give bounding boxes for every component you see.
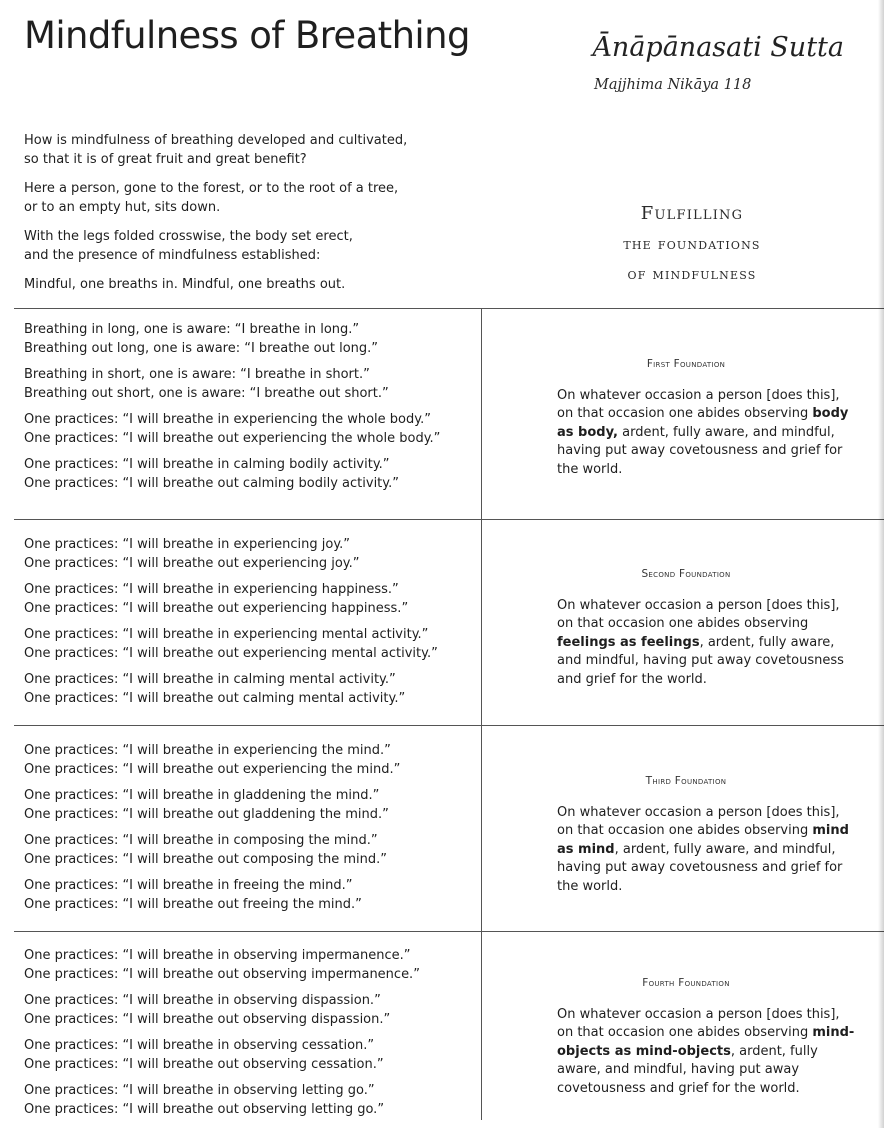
practice-line: One practices: “I will breathe in observing impermanence.” [24, 948, 411, 963]
practice-line: One practices: “I will breathe in experiencing the whole body.” [24, 412, 431, 427]
practice-line: One practices: “I will breathe out gladdening the mind.” [24, 806, 389, 822]
intro-paragraph: With the legs folded crosswise, the body set erect, and the presence of mindfulness established: [24, 229, 353, 263]
practice-line: Breathing out short, one is aware: “I breathe out short.” [24, 385, 389, 401]
foundation-title: Third Foundation [645, 775, 727, 787]
practice-pair [24, 671, 474, 708]
practice-line: One practices: “I will breathe in experiencing the mind.” [24, 743, 391, 758]
practice-line: One practices: “I will breathe in composing the mind.” [24, 833, 378, 848]
practice-pair [24, 1037, 474, 1074]
practice-line: One practices: “I will breathe in observing dispassion.” [24, 993, 381, 1008]
practice-line: One practices: “I will breathe out observing impermanence.” [24, 966, 420, 982]
breathing-section-2 [24, 536, 474, 716]
page-edge-shadow [878, 0, 884, 1128]
foundation-third [557, 772, 855, 896]
practice-line: One practices: “I will breathe in freeing the mind.” [24, 878, 353, 893]
breathing-section-4 [24, 947, 474, 1127]
practice-line: One practices: “I will breathe out experiencing joy.” [24, 555, 360, 571]
foundation-text: On whatever occasion a person [does this], on that occasion one abides observing feelings as feelings, ardent, fully aware, and mindful, having put away covetousness and grief for the world. [557, 597, 844, 687]
practice-pair [24, 947, 474, 984]
foundation-emphasis: mind-objects as mind-objects [557, 1025, 855, 1059]
practice-line: One practices: “I will breathe out observing cessation.” [24, 1056, 384, 1072]
breathing-section-3 [24, 742, 474, 922]
intro-paragraph: How is mindfulness of breathing developed and cultivated, so that it is of great fruit and great benefit? [24, 133, 408, 167]
practice-pair [24, 1082, 474, 1119]
foundation-emphasis: body as body, [557, 406, 849, 440]
practice-pair [24, 742, 474, 779]
foundation-title: Fourth Foundation [642, 977, 730, 989]
foundation-text: On whatever occasion a person [does this], on that occasion one abides observing body as body, ardent, fully aware, and mindful, having put away covetousness and grief for the world. [557, 387, 849, 477]
sutta-title: Ānāpānasati Sutta [592, 32, 844, 63]
intro-paragraph: Here a person, gone to the forest, or to the root of a tree, or to an empty hut, sits down. [24, 181, 399, 215]
fulfilling-heading-line: of mindfulness [627, 265, 757, 283]
fulfilling-heading [562, 199, 822, 289]
practice-line: One practices: “I will breathe in experiencing happiness.” [24, 582, 399, 597]
practice-pair [24, 456, 474, 493]
practice-line: One practices: “I will breathe out experiencing mental activity.” [24, 645, 438, 661]
section-divider [14, 519, 884, 520]
practice-line: One practices: “I will breathe out observing letting go.” [24, 1101, 385, 1117]
practice-line: Breathing in long, one is aware: “I breathe in long.” [24, 322, 360, 337]
practice-line: One practices: “I will breathe in observing cessation.” [24, 1038, 375, 1053]
practice-pair [24, 787, 474, 824]
practice-line: One practices: “I will breathe out observing dispassion.” [24, 1011, 391, 1027]
practice-line: One practices: “I will breathe in experiencing mental activity.” [24, 627, 429, 642]
foundation-text: On whatever occasion a person [does this], on that occasion one abides observing mind-objects as mind-objects, ardent, fully aware, and mindful, having put away covetousness and grief for the world. [557, 1006, 855, 1096]
practice-line: One practices: “I will breathe out freeing the mind.” [24, 896, 362, 912]
practice-pair [24, 536, 474, 573]
practice-line: Breathing in short, one is aware: “I breathe in short.” [24, 367, 370, 382]
foundation-title: First Foundation [646, 358, 726, 370]
page-title: Mindfulness of Breathing [24, 14, 470, 57]
practice-line: One practices: “I will breathe out experiencing the mind.” [24, 761, 401, 777]
practice-line: One practices: “I will breathe out calming bodily activity.” [24, 475, 399, 491]
practice-pair [24, 877, 474, 914]
practice-line: One practices: “I will breathe in gladdening the mind.” [24, 788, 380, 803]
practice-line: Breathing out long, one is aware: “I breathe out long.” [24, 340, 379, 356]
fulfilling-heading-line: the foundations [623, 235, 761, 253]
section-divider [14, 931, 884, 932]
practice-line: One practices: “I will breathe in experiencing joy.” [24, 537, 351, 552]
foundation-emphasis: mind as mind [557, 823, 849, 857]
intro-paragraph: Mindful, one breaths in. Mindful, one breaths out. [24, 277, 346, 292]
practice-line: One practices: “I will breathe out experiencing happiness.” [24, 600, 409, 616]
practice-pair [24, 832, 474, 869]
fulfilling-heading-line: Fulfilling [640, 203, 744, 224]
foundation-fourth [557, 974, 855, 1098]
practice-line: One practices: “I will breathe in calming mental activity.” [24, 672, 396, 687]
section-divider [14, 725, 884, 726]
intro-block [24, 132, 464, 306]
sutta-source: Majjhima Nikāya 118 [594, 77, 752, 93]
practice-line: One practices: “I will breathe out experiencing the whole body.” [24, 430, 441, 446]
practice-line: One practices: “I will breathe in calming bodily activity.” [24, 457, 390, 472]
practice-pair [24, 992, 474, 1029]
practice-line: One practices: “I will breathe out calming mental activity.” [24, 690, 406, 706]
foundation-emphasis: feelings as feelings [557, 634, 700, 650]
practice-line: One practices: “I will breathe out composing the mind.” [24, 851, 387, 867]
foundation-second [557, 565, 855, 689]
practice-pair [24, 321, 474, 358]
section-divider [14, 308, 884, 309]
column-divider [481, 308, 482, 1120]
practice-pair [24, 581, 474, 618]
breathing-section-1 [24, 321, 474, 501]
practice-pair [24, 626, 474, 663]
practice-pair [24, 411, 474, 448]
foundation-text: On whatever occasion a person [does this], on that occasion one abides observing mind as mind, ardent, fully aware, and mindful, having put away covetousness and grief for the world. [557, 804, 849, 894]
practice-line: One practices: “I will breathe in observing letting go.” [24, 1083, 375, 1098]
foundation-first [557, 355, 855, 479]
practice-pair [24, 366, 474, 403]
foundation-title: Second Foundation [641, 568, 731, 580]
